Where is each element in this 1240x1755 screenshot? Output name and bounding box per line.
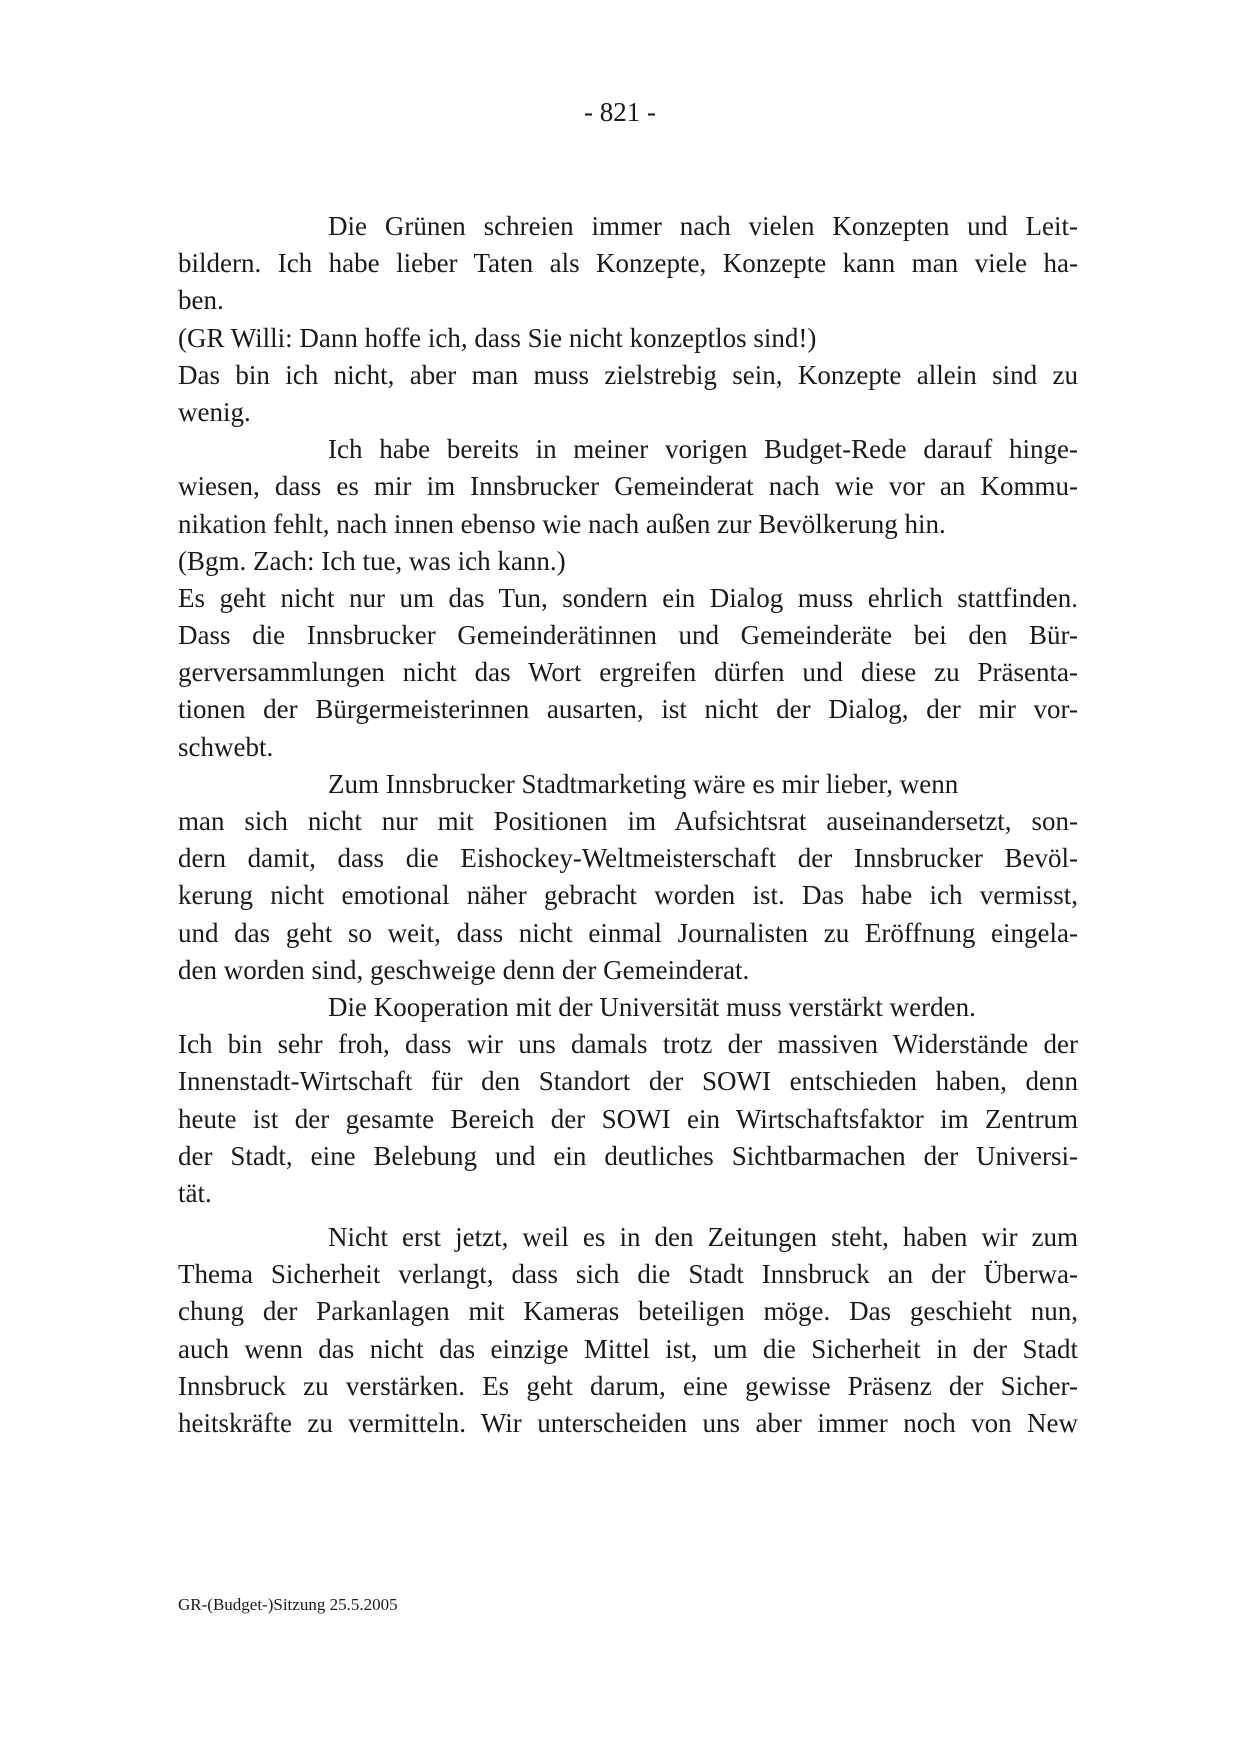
text-line: ben. bbox=[178, 285, 224, 316]
text-line: tionen der Bürgermeisterinnen ausarten, ist nicht der Dialog, der mir vor- bbox=[178, 694, 1078, 725]
text-line: bildern. Ich habe lieber Taten als Konzepte, Konzepte kann man viele ha- bbox=[178, 248, 1078, 279]
text-line: Nicht erst jetzt, weil es in den Zeitungen steht, haben wir zum bbox=[328, 1222, 1078, 1253]
text-line: Die Kooperation mit der Universität muss verstärkt werden. bbox=[328, 991, 976, 1022]
text-line: dern damit, dass die Eishockey-Weltmeisterschaft der Innsbrucker Bevöl- bbox=[178, 843, 1078, 874]
text-line: (Bgm. Zach: Ich tue, was ich kann.) bbox=[178, 545, 566, 576]
text-line: gerversammlungen nicht das Wort ergreifen dürfen und diese zu Präsenta- bbox=[178, 657, 1078, 688]
text-line: man sich nicht nur mit Positionen im Aufsichtsrat auseinandersetzt, son- bbox=[178, 806, 1078, 836]
text-line: den worden sind, geschweige denn der Gemeinderat. bbox=[178, 954, 750, 985]
text-line: und das geht so weit, dass nicht einmal Journalisten zu Eröffnung eingela- bbox=[178, 917, 1078, 948]
text-line: tät. bbox=[178, 1177, 212, 1208]
text-line: nikation fehlt, nach innen ebenso wie nach außen zur Bevölkerung hin. bbox=[178, 508, 946, 539]
text-line: Innenstadt-Wirtschaft für den Standort der SOWI entschieden haben, denn bbox=[178, 1066, 1078, 1097]
text-line: wiesen, dass es mir im Innsbrucker Gemeinderat nach wie vor an Kommu- bbox=[178, 471, 1078, 502]
text-line: Die Grünen schreien immer nach vielen Konzepten und Leit- bbox=[328, 211, 1078, 241]
page-footer: GR-(Budget-)Sitzung 25.5.2005 bbox=[178, 1595, 398, 1614]
page-number: - 821 - bbox=[584, 97, 656, 127]
text-line: Dass die Innsbrucker Gemeinderätinnen und Gemeinderäte bei den Bür- bbox=[178, 620, 1078, 651]
paragraph-gap bbox=[178, 1212, 1078, 1219]
text-line: kerung nicht emotional näher gebracht worden ist. Das habe ich vermisst, bbox=[178, 880, 1078, 911]
text-line: der Stadt, eine Belebung und ein deutliches Sichtbarmachen der Universi- bbox=[178, 1140, 1078, 1171]
text-line: heute ist der gesamte Bereich der SOWI ein Wirtschaftsfaktor im Zentrum bbox=[178, 1103, 1078, 1134]
text-line: heitskräfte zu vermitteln. Wir unterscheiden uns aber immer noch von New bbox=[178, 1408, 1078, 1438]
text-line: Das bin ich nicht, aber man muss zielstrebig sein, Konzepte allein sind zu bbox=[178, 359, 1078, 390]
text-line: Ich habe bereits in meiner vorigen Budget-Rede darauf hinge- bbox=[328, 434, 1078, 465]
text-line: Innsbruck zu verstärken. Es geht darum, eine gewisse Präsenz der Sicher- bbox=[178, 1370, 1078, 1401]
text-line: Thema Sicherheit verlangt, dass sich die Stadt Innsbruck an der Überwa- bbox=[178, 1259, 1078, 1290]
text-line: wenig. bbox=[178, 396, 251, 427]
text-line: Ich bin sehr froh, dass wir uns damals trotz der massiven Widerstände der bbox=[178, 1029, 1078, 1060]
text-line: schwebt. bbox=[178, 731, 274, 762]
text-line: auch wenn das nicht das einzige Mittel ist, um die Sicherheit in der Stadt bbox=[178, 1333, 1078, 1364]
text-line: (GR Willi: Dann hoffe ich, dass Sie nicht konzeptlos sind!) bbox=[178, 322, 817, 353]
text-line: Es geht nicht nur um das Tun, sondern ein Dialog muss ehrlich stattfinden. bbox=[178, 582, 1078, 613]
text-line: Zum Innsbrucker Stadtmarketing wäre es mir lieber, wenn bbox=[328, 768, 959, 799]
text-line: chung der Parkanlagen mit Kameras beteiligen möge. Das geschieht nun, bbox=[178, 1296, 1078, 1327]
body-text bbox=[178, 208, 1078, 1442]
